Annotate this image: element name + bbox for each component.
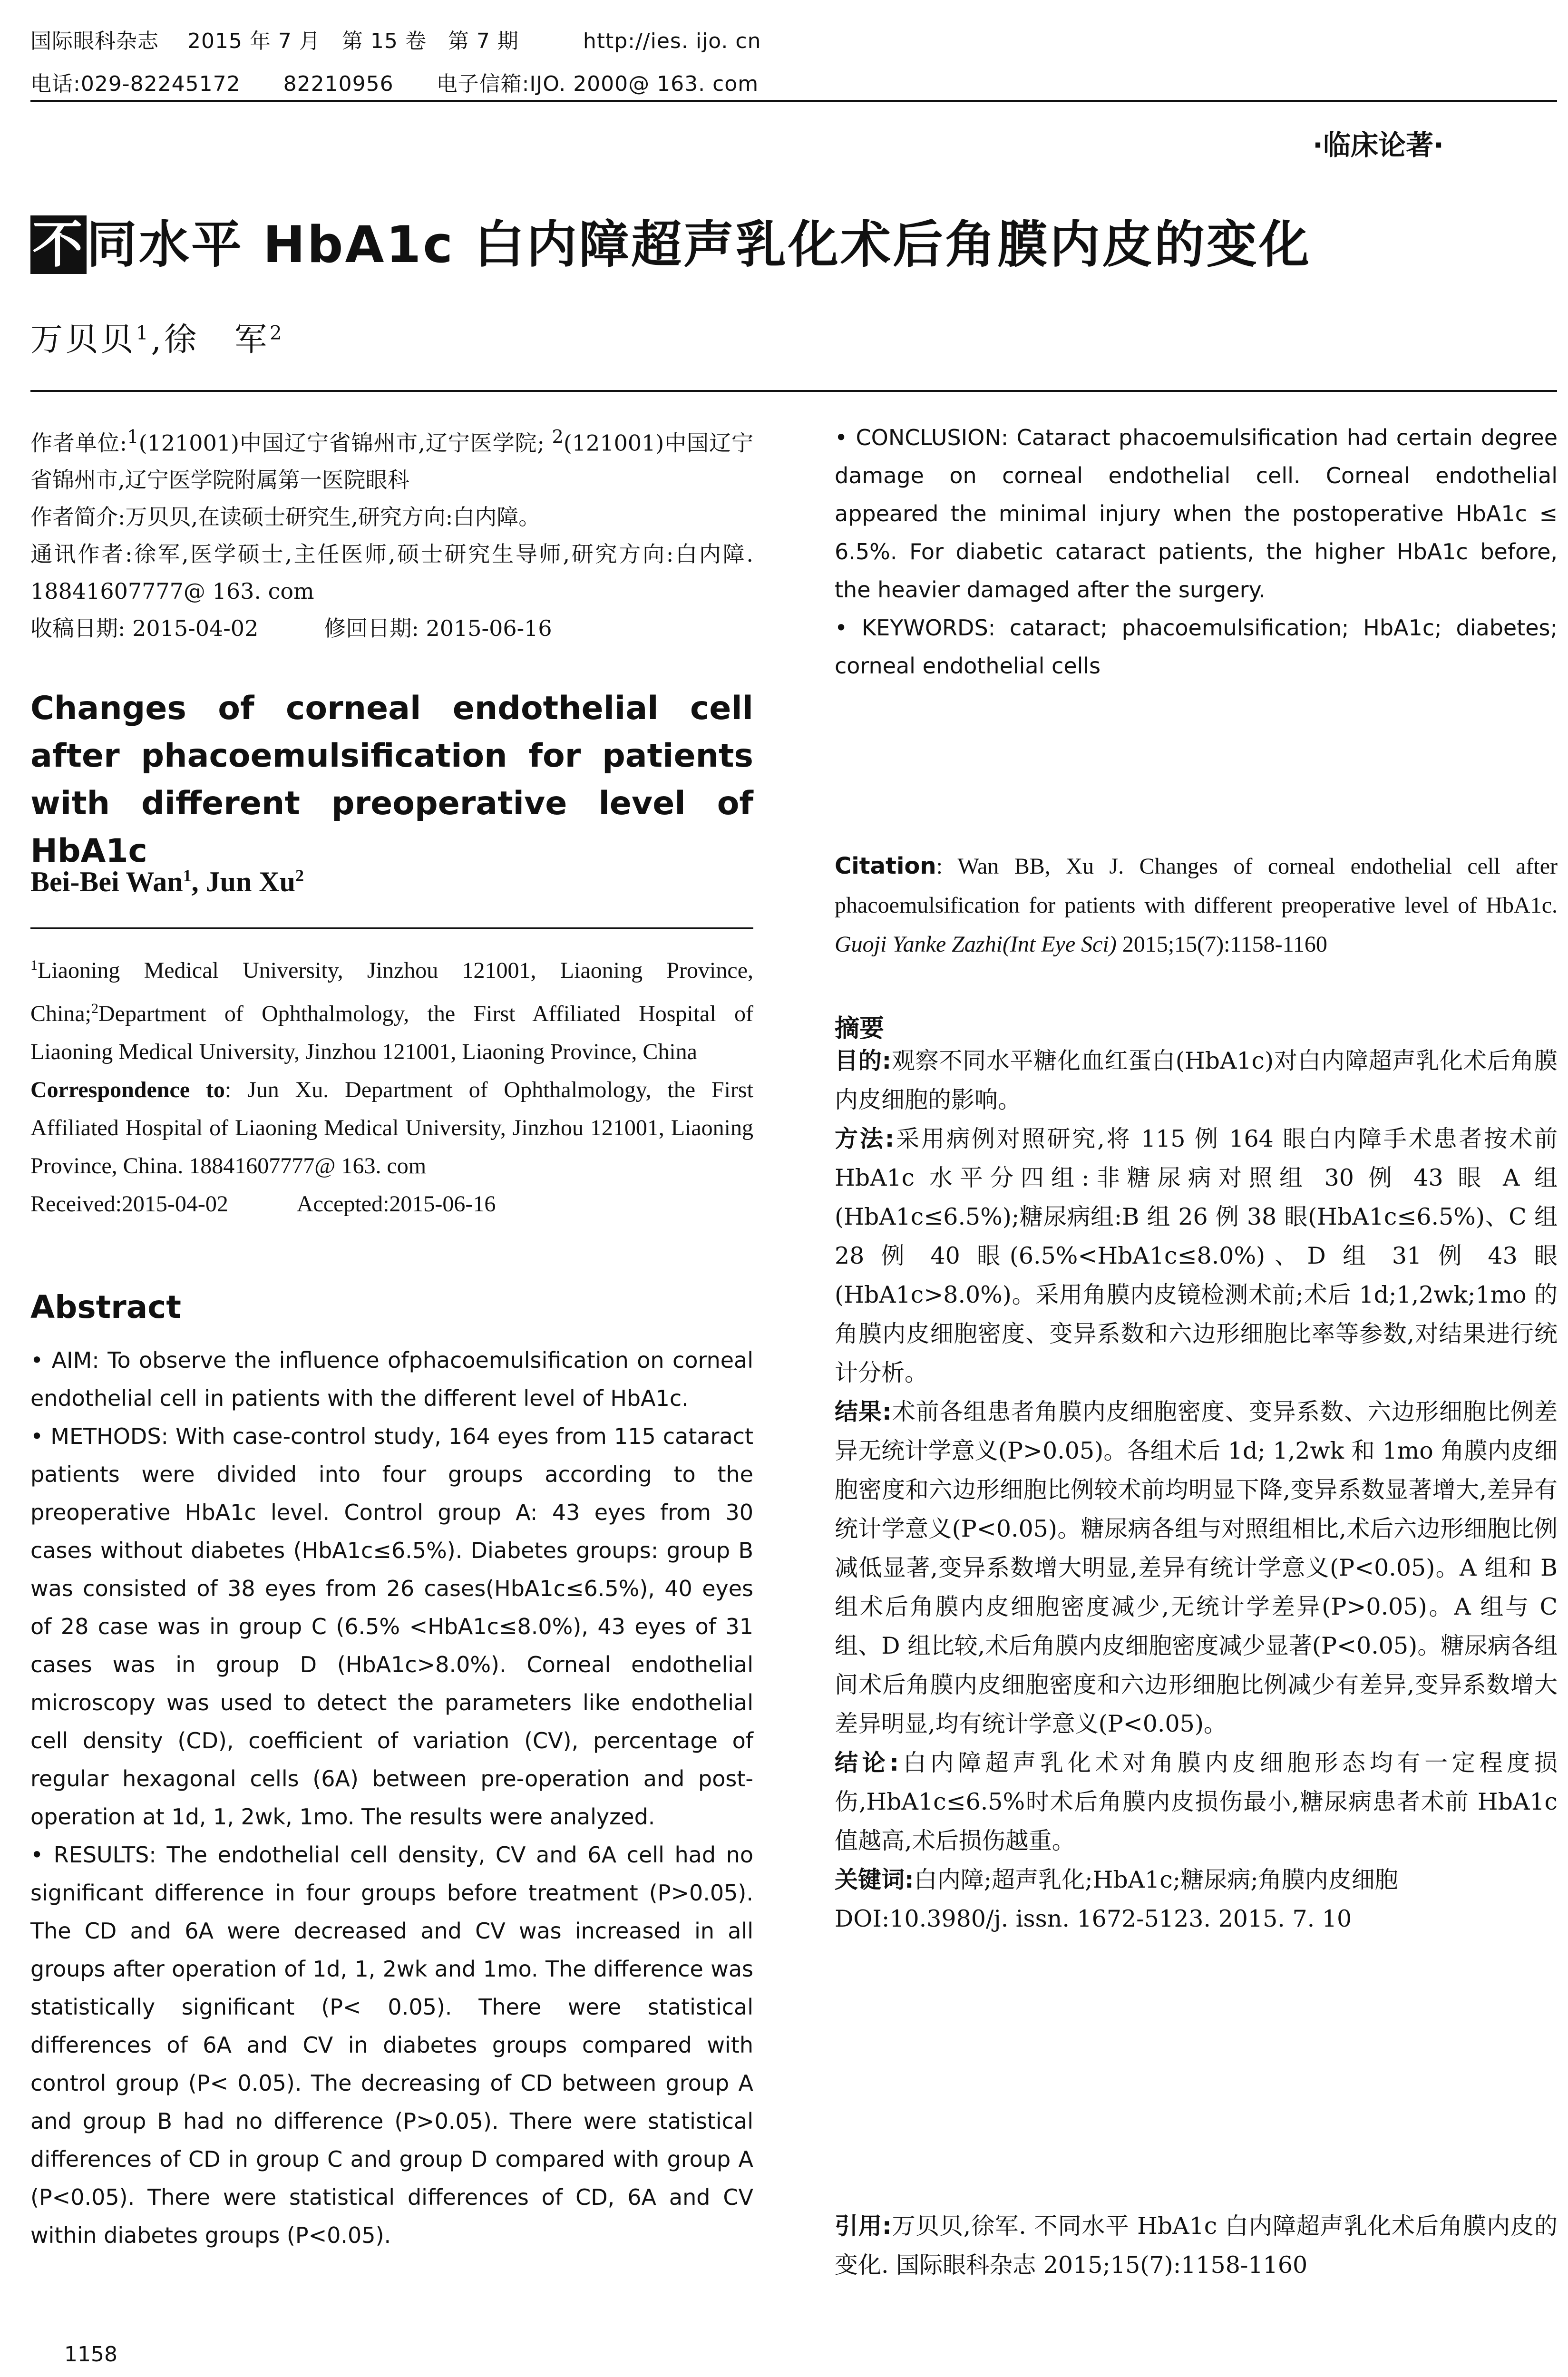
citation-zh	[835, 2207, 1558, 2285]
affil2-zh: (121001)中国辽宁省锦州市,辽宁医学院附属第一医院眼科	[30, 430, 753, 493]
en-affil1: Liaoning Medical University, Jinzhou 121001, Liaoning Province, China;	[30, 958, 753, 1026]
zh-affiliation	[30, 419, 753, 498]
journal-header-line1: 国际眼科杂志 2015 年 7 月 第 15 卷 第 7 期 http://ies. ijo. cn	[30, 29, 761, 53]
zh-results-text: 术前各组患者角膜内皮细胞密度、变异系数、六边形细胞比例差异无统计学意义(P>0.05)。各组术后 1d; 1,2wk 和 1mo 角膜内皮细胞密度和六边形细胞比例较术前均明显下降,变异系数显著增大,差异有统计学意义(P<0.05)。糖尿病各组与对照组相比,术后六边形细胞比例减低显著,变异系数增大明显,差异有统计学意义(P<0.05)。A 组和 B 组术后角膜内皮细胞密度减少,无统计学差异(P>0.05)。A 组与 C 组、D 组比较,术后角膜内皮细胞密度减少显著(P<0.05)。糖尿病各组间术后角膜内皮细胞密度和六边形细胞比例减少有差异,变异系数增大差异明显,均有统计学意义(P<0.05)。	[835, 1398, 1558, 1737]
en-affil2: Department of Ophthalmology, the First Affiliated Hospital of Liaoning Medical University, Jinzhou 121001, Liaoning Province, China	[30, 1001, 753, 1064]
zh-aim-text: 观察不同水平糖化血红蛋白(HbA1c)对白内障超声乳化术后角膜内皮细胞的影响。	[835, 1047, 1558, 1113]
zh-aim-label: 目的:	[835, 1047, 892, 1074]
author2-zh: 徐 军	[164, 321, 270, 359]
authors-zh	[30, 314, 285, 360]
zh-conclusion	[835, 1744, 1558, 1861]
zh-results	[835, 1393, 1558, 1744]
zh-keywords-label: 关键词:	[835, 1866, 914, 1893]
abstract-methods: • METHODS: With case-control study, 164 eyes from 115 cataract patients were divided into four groups according to the preoperative HbA1c level. Control group A: 43 eyes from 30 cases without diabetes (HbA1c≤6.5%). Diabetes groups: group B was consisted of 38 eyes from 26 cases(HbA1c≤6.5%), 40 eyes of 28 case was in group C (6.5% <HbA1c≤8.0%), 43 eyes of 31 cases was in group D (HbA1c>8.0%). Corneal endothelial microscopy was used to detect the parameters like endothelial cell density (CD), coefficient of variation (CV), percentage of regular hexagonal cells (6A) between pre-operation and post-operation at 1d, 1, 2wk, 1mo. The results were analyzed.	[30, 1423, 753, 1830]
authors-rule	[30, 390, 1557, 392]
section-tag: ·临床论著·	[1313, 129, 1444, 161]
citation-text: : Wan BB, Xu J. Changes of corneal endothelial cell after phacoemulsification for patients with different preoperative level of HbA1c.	[835, 854, 1558, 918]
zh-methods-label: 方法:	[835, 1125, 895, 1152]
zh-meta-block	[30, 419, 753, 647]
author2-en-sup: 2	[295, 866, 304, 885]
en-affil-sup1: 1	[30, 957, 38, 973]
author1-zh-sup: 1	[136, 322, 151, 344]
author2-en: Jun Xu	[205, 866, 296, 897]
abstract-zh	[835, 1042, 1558, 1939]
en-authors-rule	[30, 927, 753, 929]
citation-label: Citation	[835, 853, 936, 879]
en-affiliation-block	[30, 946, 753, 1223]
affil2-sup: 2	[552, 426, 564, 448]
citation-tail: 2015;15(7):1158-1160	[1116, 932, 1327, 957]
en-authors	[30, 866, 304, 898]
title-first-char: 不	[30, 215, 87, 274]
author1-en: Bei-Bei Wan	[30, 866, 183, 897]
en-title: Changes of corneal endothelial cell after phacoemulsification for patients with different preoperative level of HbA1c	[30, 690, 753, 870]
zh-correspondence: 通讯作者:徐军,医学硕士,主任医师,硕士研究生导师,研究方向:白内障. 18841607777@ 163. com	[30, 541, 753, 604]
corr-label: Correspondence to	[30, 1077, 225, 1102]
zh-methods-text: 采用病例对照研究,将 115 例 164 眼白内障手术患者按术前 HbA1c 水平分四组:非糖尿病对照组 30 例 43 眼 A 组(HbA1c≤6.5%);糖尿病组:B 组 26 例 38 眼(HbA1c≤6.5%)、C 组 28 例 40 眼(6.5%<HbA1c≤8.0%)、D 组 31 例 43 眼(HbA1c>8.0%)。采用角膜内皮镜检测术前;术后 1d;1,2wk;1mo 的角膜内皮细胞密度、变异系数和六边形细胞比率等参数,对结果进行统计分析。	[835, 1125, 1558, 1386]
zh-methods	[835, 1120, 1558, 1393]
en-dates: Received:2015-04-02 Accepted:2015-06-16	[30, 1191, 496, 1217]
journal-header-line2: 电话:029-82245172 82210956 电子信箱:IJO. 2000@ 163. com	[30, 72, 759, 96]
zh-keywords-text: 白内障;超声乳化;HbA1c;糖尿病;角膜内皮细胞	[914, 1866, 1398, 1893]
affil1-sup: 1	[127, 426, 139, 448]
en-correspondence	[30, 1071, 753, 1185]
abstract-zh-heading: 摘要	[835, 1014, 885, 1043]
author1-zh: 万贝贝	[30, 321, 136, 359]
citation-en	[835, 847, 1558, 964]
zh-bio: 作者简介:万贝贝,在读硕士研究生,研究方向:白内障。	[30, 504, 541, 530]
header-rule	[30, 100, 1557, 102]
citation-zh-text: 万贝贝,徐军. 不同水平 HbA1c 白内障超声乳化术后角膜内皮的变化. 国际眼科杂志 2015;15(7):1158-1160	[835, 2212, 1558, 2279]
abstract-conclusion: • CONCLUSION: Cataract phacoemulsification had certain degree damage on corneal endothelial cell. Corneal endothelial appeared the minimal injury when the postoperative HbA1c ≤ 6.5%. For diabetic cataract patients, the higher HbA1c before, the heavier damaged after the surgery.	[835, 425, 1558, 603]
en-affil-sup2: 2	[91, 1001, 98, 1016]
title-zh	[30, 205, 1311, 277]
abstract-keywords: • KEYWORDS: cataract; phacoemulsification; HbA1c; diabetes; corneal endothelial cells	[835, 615, 1558, 679]
title-rest: 同水平 HbA1c 白内障超声乳化术后角膜内皮的变化	[87, 215, 1312, 274]
zh-dates: 收稿日期: 2015-04-02 修回日期: 2015-06-16	[30, 615, 552, 642]
author2-zh-sup: 2	[270, 322, 285, 344]
en-affiliation	[30, 946, 753, 1071]
affil-prefix: 作者单位:	[30, 430, 127, 456]
abstract-en-right	[835, 419, 1558, 685]
zh-doi: DOI:10.3980/j. issn. 1672-5123. 2015. 7. 10	[835, 1905, 1352, 1932]
affil1-zh: (121001)中国辽宁省锦州市,辽宁医学院;	[138, 430, 545, 456]
author1-en-sup: 1	[183, 866, 192, 885]
abstract-results: • RESULTS: The endothelial cell density, CV and 6A cell had no significant difference in four groups before treatment (P>0.05). The CD and 6A were decreased and CV was increased in all groups after operation of 1d, 1, 2wk and 1mo. The difference was statistically significant (P< 0.05). There were statistical differences of 6A and CV in diabetes groups compared with control group (P< 0.05). The decreasing of CD between group A and group B had no difference (P>0.05). There were statistical differences of CD in group C and group D compared with group A (P<0.05). There were statistical differences of CD, 6A and CV within diabetes groups (P<0.05).	[30, 1842, 753, 2248]
citation-journal: Guoji Yanke Zazhi(Int Eye Sci)	[835, 932, 1117, 957]
zh-aim	[835, 1042, 1558, 1120]
author-sep-zh: ,	[151, 321, 165, 359]
page-number: 1158	[64, 2342, 117, 2367]
zh-results-label: 结果:	[835, 1398, 892, 1425]
abstract-aim: • AIM: To observe the influence ofphacoemulsification on corneal endothelial cell in patients with the different level of HbA1c.	[30, 1347, 753, 1411]
abstract-heading: Abstract	[30, 1289, 181, 1325]
citation-zh-label: 引用:	[835, 2212, 892, 2240]
zh-conclusion-label: 结论:	[835, 1749, 899, 1776]
zh-conclusion-text: 白内障超声乳化术对角膜内皮细胞形态均有一定程度损伤,HbA1c≤6.5%时术后角膜内皮损伤最小,糖尿病患者术前 HbA1c 值越高,术后损伤越重。	[835, 1749, 1558, 1854]
corr-text: : Jun Xu. Department of Ophthalmology, the First Affiliated Hospital of Liaoning Medical University, Jinzhou 121001, Liaoning Province, China. 18841607777@ 163. com	[30, 1077, 753, 1179]
abstract-en-left	[30, 1341, 753, 2254]
zh-keywords	[835, 1861, 1558, 1900]
author-sep-en: ,	[191, 866, 206, 897]
